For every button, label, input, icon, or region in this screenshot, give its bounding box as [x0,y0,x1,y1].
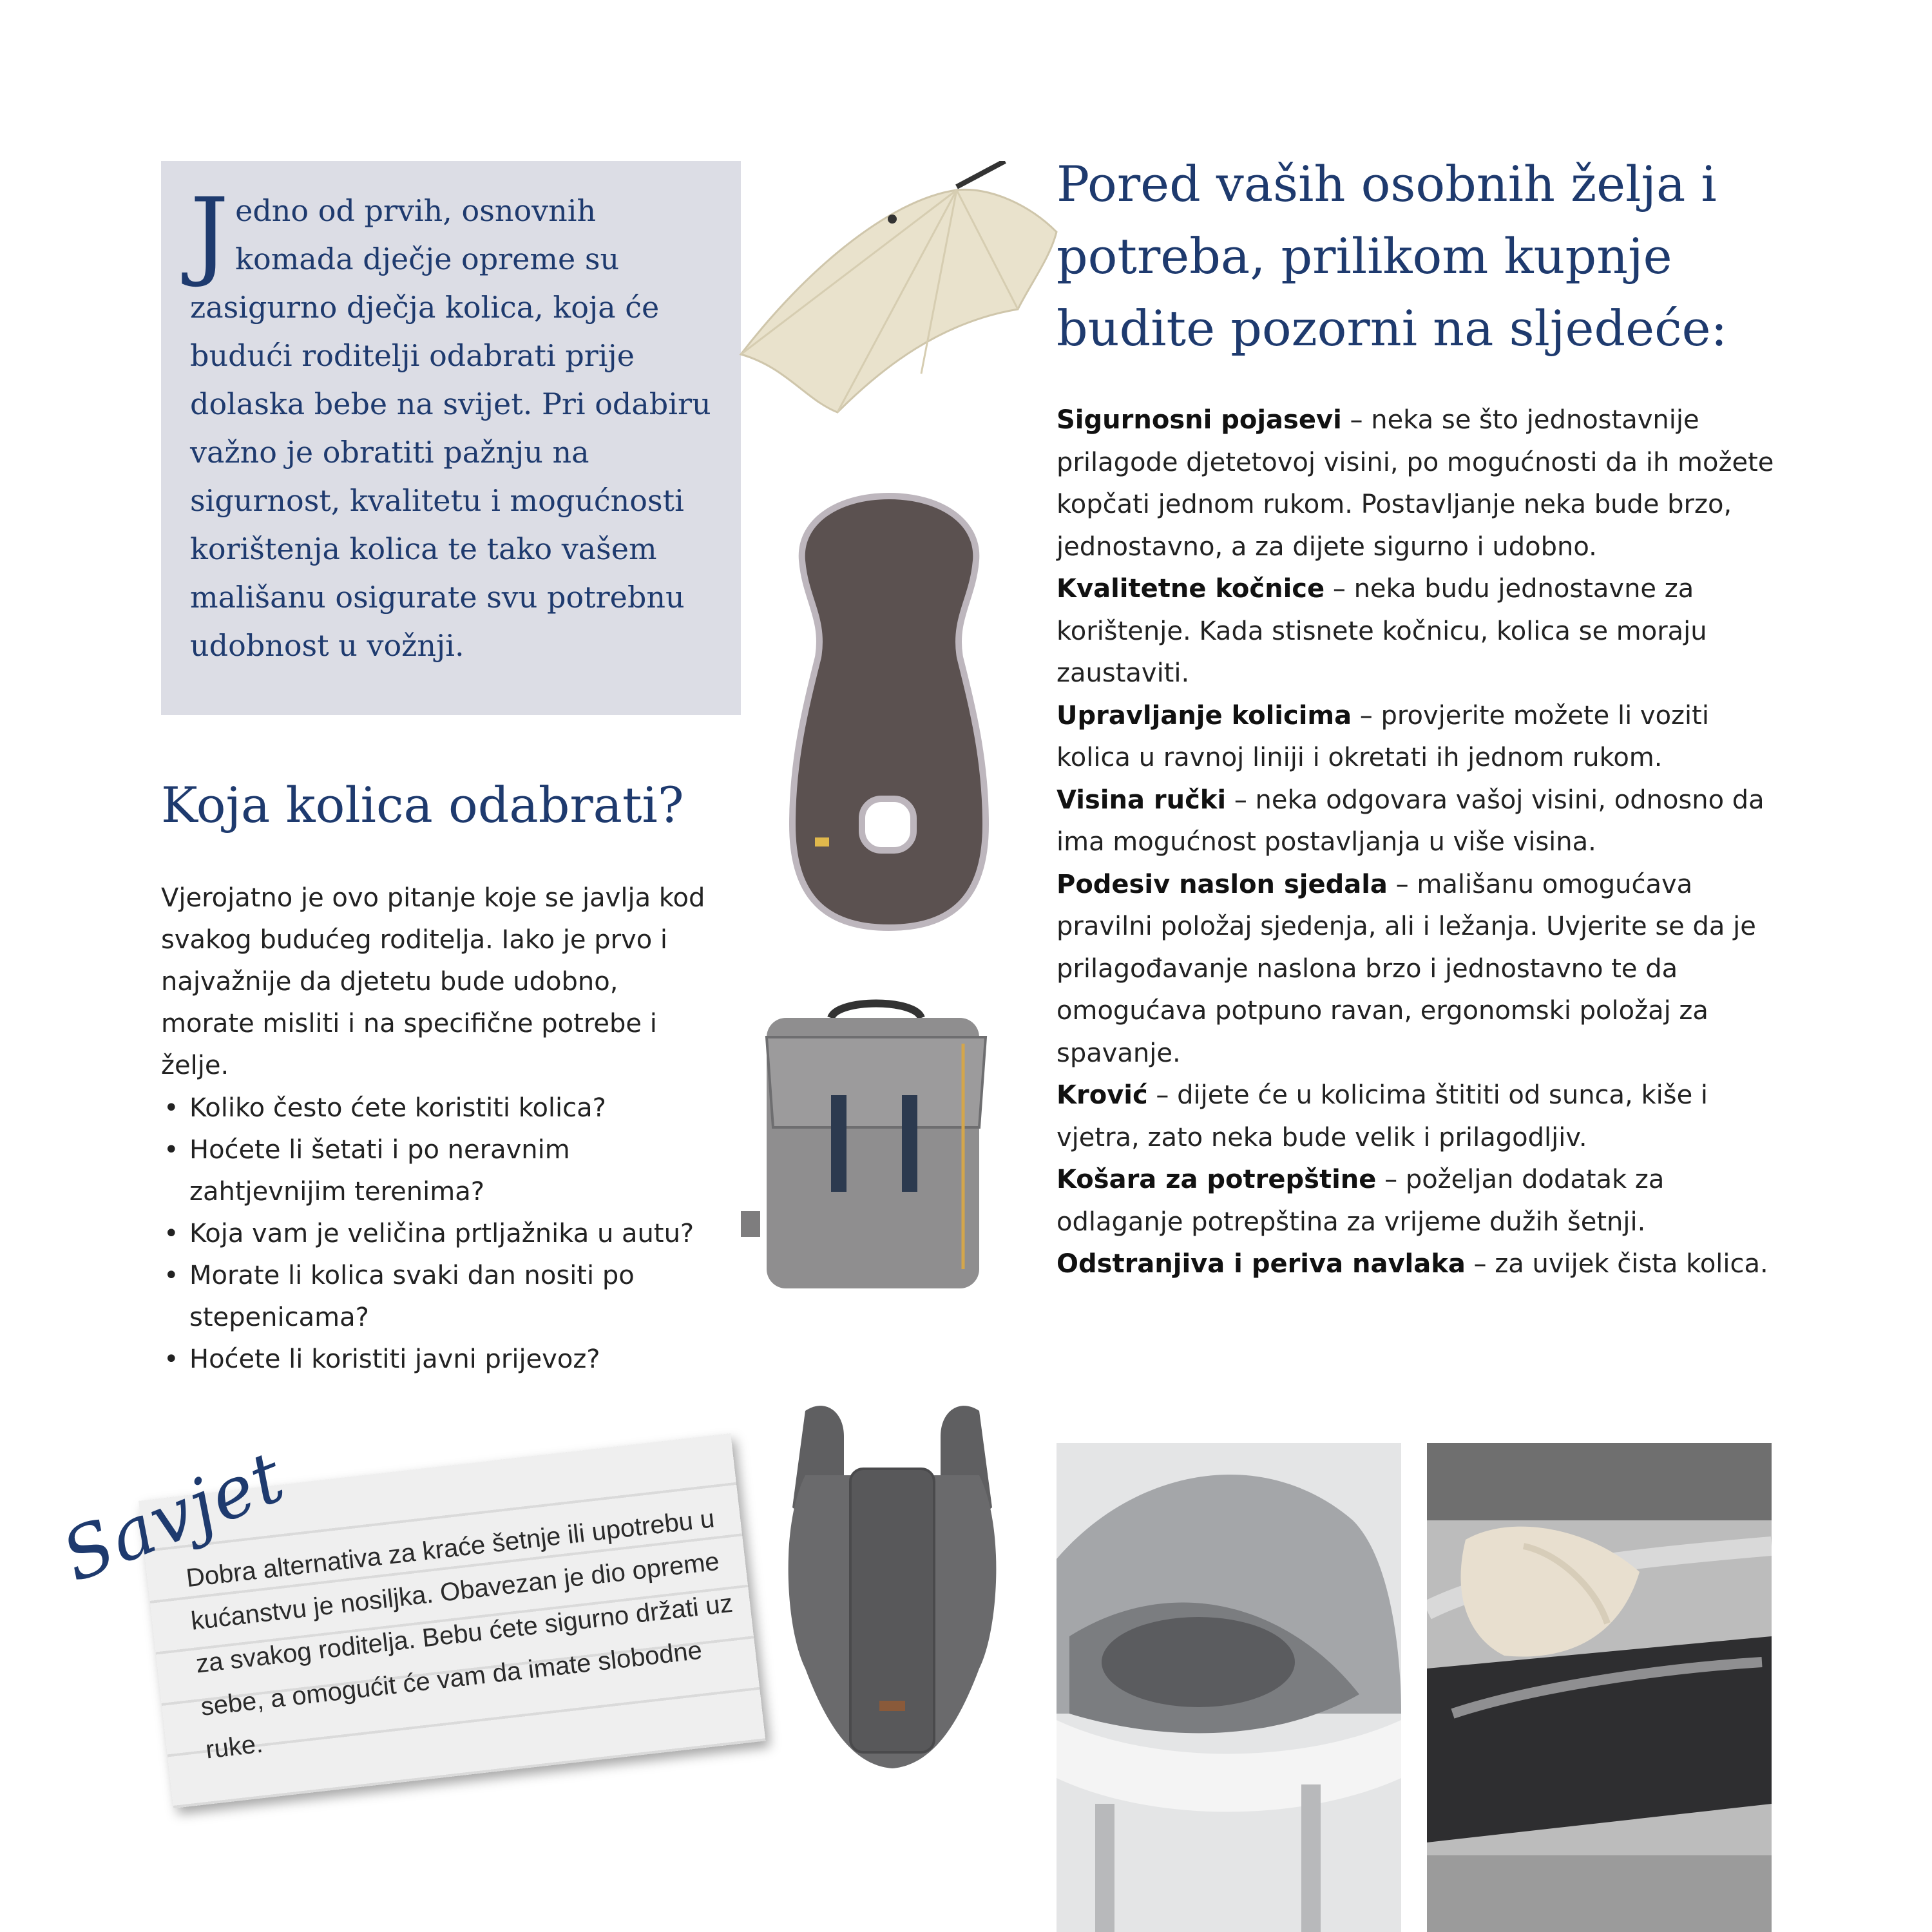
tip-text: Dobra alternativa za kraće šetnje ili upotrebu u kućanstvu je nosiljka. Obavezan je dio opreme za svakog roditelja. Bebu ćete sigurno držati uz sebe, a omogućit će vam da imate slobodne ruke. [184,1504,734,1765]
seat-liner-image [767,490,1011,934]
feature-title: Visina ručki [1057,785,1227,815]
feature-text: – provjerite možete li voziti kolica u ravnoj liniji i okretati ih jednom rukom. [1057,700,1709,772]
list-item: • Koja vam je veličina prtljažnika u autu? [161,1213,715,1255]
feature-title: Sigurnosni pojasevi [1057,405,1342,435]
list-item: • Koliko često ćete koristiti kolica? [161,1087,715,1129]
diaper-backpack-image [741,999,1011,1295]
feature-title: Upravljanje kolicima [1057,700,1352,731]
questions-list [161,1087,715,1381]
pored-heading: Pored vaših osobnih želja i potreba, prilikom kupnje budite pozorni na sljedeće: [1057,155,1728,357]
feature-text: – mališanu omogućava pravilni položaj sjedenja, ali i ležanja. Uvjerite se da je prilagođavanje naslona brzo i jednostavno te da omogućava potpuno ravan, ergonomski položaj za spavanje. [1057,869,1756,1068]
umbrella-image [728,161,1063,419]
feature-title: Odstranjiva i periva navlaka [1057,1249,1466,1279]
intro-body: edno od prvih, osnovnih komada dječje opreme su zasigurno dječja kolica, koja će budući roditelji odabrati prije dolaska bebe na svijet. Pri odabiru važno je obratiti pažnju na sigurnost, kvalitetu i mogućnosti korištenja kolica te tako vašem mališanu osigurate svu potrebnu udobnost u vožnji. [190,193,711,663]
feature-item [1057,779,1784,864]
tip-label: Savjet [51,1435,296,1598]
feature-text: – neka odgovara vašoj visini, odnosno da ima mogućnost postavljanja u više visina. [1057,785,1765,857]
feature-title: Podesiv naslon sjedala [1057,869,1388,899]
list-item: • Morate li kolica svaki dan nositi po stepenicama? [161,1255,715,1339]
intro-text [190,178,718,670]
stroller-hood-photo [1057,1443,1401,1932]
list-item: • Hoćete li koristiti javni prijevoz? [161,1339,715,1381]
feature-item [1057,399,1784,568]
feature-text: – neka budu jednostavne za korištenje. Kada stisnete kočnicu, kolica se moraju zaustaviti. [1057,574,1707,688]
baby-carrier-image [767,1398,1018,1772]
koja-heading: Koja kolica odabrati? [161,776,684,834]
feature-item [1057,1159,1784,1243]
feature-item [1057,695,1784,779]
feature-text: – dijete će u kolicima štititi od sunca, kiše i vjetra, zato neka bude velik i prilagodljiv. [1057,1080,1708,1153]
stroller-basket-photo [1427,1443,1772,1932]
list-item: • Hoćete li šetati i po neravnim zahtjevnijim terenima? [161,1129,715,1213]
feature-item [1057,1075,1784,1159]
features-list [1057,399,1784,1286]
feature-item [1057,568,1784,695]
feature-item [1057,1243,1784,1286]
feature-text: – za uvijek čista kolica. [1465,1249,1768,1279]
feature-text: – poželjan dodatak za odlaganje potrepština za vrijeme dužih šetnji. [1057,1165,1665,1237]
intro-dropcap: J [190,178,229,290]
feature-title: Krović [1057,1080,1148,1110]
feature-text: – neka se što jednostavnije prilagode djetetovoj visini, po mogućnosti da ih možete kopčati jednom rukom. Postavljanje neka bude brzo, jednostavno, a za dijete sigurno i udobno. [1057,405,1774,562]
intro-box [161,161,741,715]
feature-title: Kvalitetne kočnice [1057,574,1325,604]
feature-title: Košara za potrepštine [1057,1165,1377,1194]
koja-paragraph: Vjerojatno je ovo pitanje koje se javlja kod svakog budućeg roditelja. Iako je prvo i najvažnije da djetetu bude udobno, morate misliti i na specifične potrebe i želje. [161,883,705,1080]
feature-item [1057,864,1784,1075]
